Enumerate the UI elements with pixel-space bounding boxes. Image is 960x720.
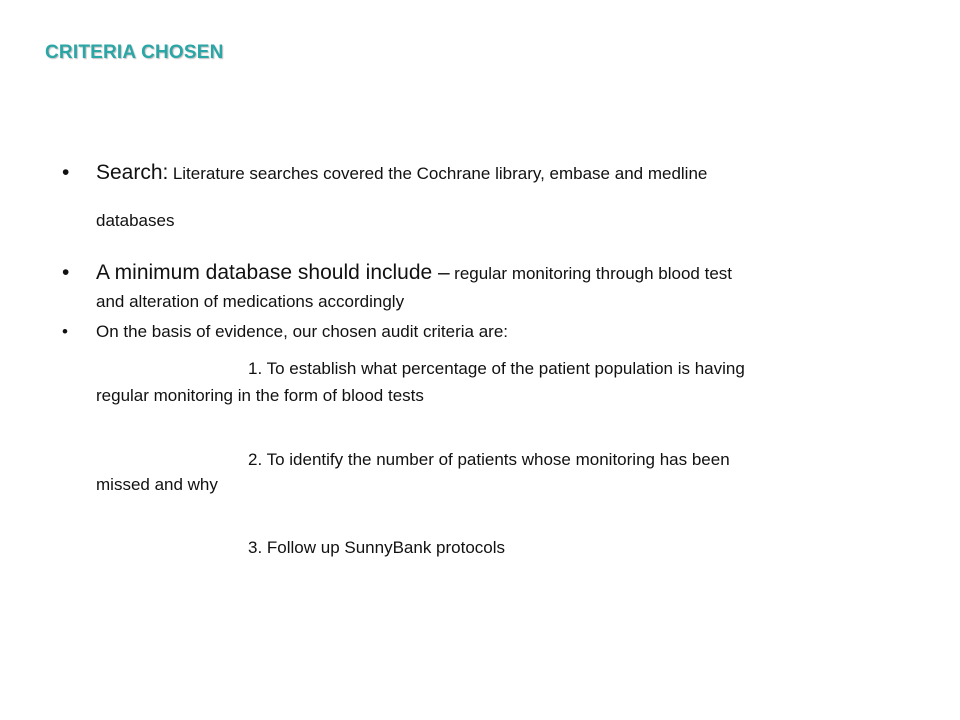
- criterion-2-line2: missed and why: [96, 475, 218, 494]
- bullet-minimum-database-lead: A minimum database should include –: [96, 261, 450, 284]
- criterion-3-line1: [96, 538, 886, 558]
- criterion-1-text: 1. To establish what percentage of the patient population is having: [248, 359, 745, 378]
- bullet-minimum-database-line2: and alteration of medications accordingly: [96, 292, 405, 311]
- criterion-3-text: 3. Follow up SunnyBank protocols: [248, 538, 506, 557]
- bullet-marker: •: [62, 161, 70, 184]
- slide-title: CRITERIA CHOSEN: [45, 42, 224, 63]
- bullet-minimum-database: [96, 261, 886, 285]
- bullet-search-lead: Search:: [96, 161, 169, 184]
- criterion-1-line1: [96, 359, 886, 379]
- bullet-search-text-line2: databases: [96, 211, 175, 230]
- bullet-minimum-database-text: regular monitoring through blood test: [454, 264, 733, 283]
- criterion-2-text: 2. To identify the number of patients whose monitoring has been: [248, 450, 730, 469]
- bullet-search: [96, 161, 886, 185]
- criterion-1-line2: regular monitoring in the form of blood tests: [96, 386, 424, 405]
- bullet-marker: •: [62, 261, 70, 284]
- bullet-marker: •: [62, 322, 68, 341]
- bullet-evidence: On the basis of evidence, our chosen audit criteria are:: [96, 322, 509, 341]
- criterion-2-line1: [96, 450, 886, 470]
- bullet-search-text: Literature searches covered the Cochrane library, embase and medline: [172, 164, 708, 183]
